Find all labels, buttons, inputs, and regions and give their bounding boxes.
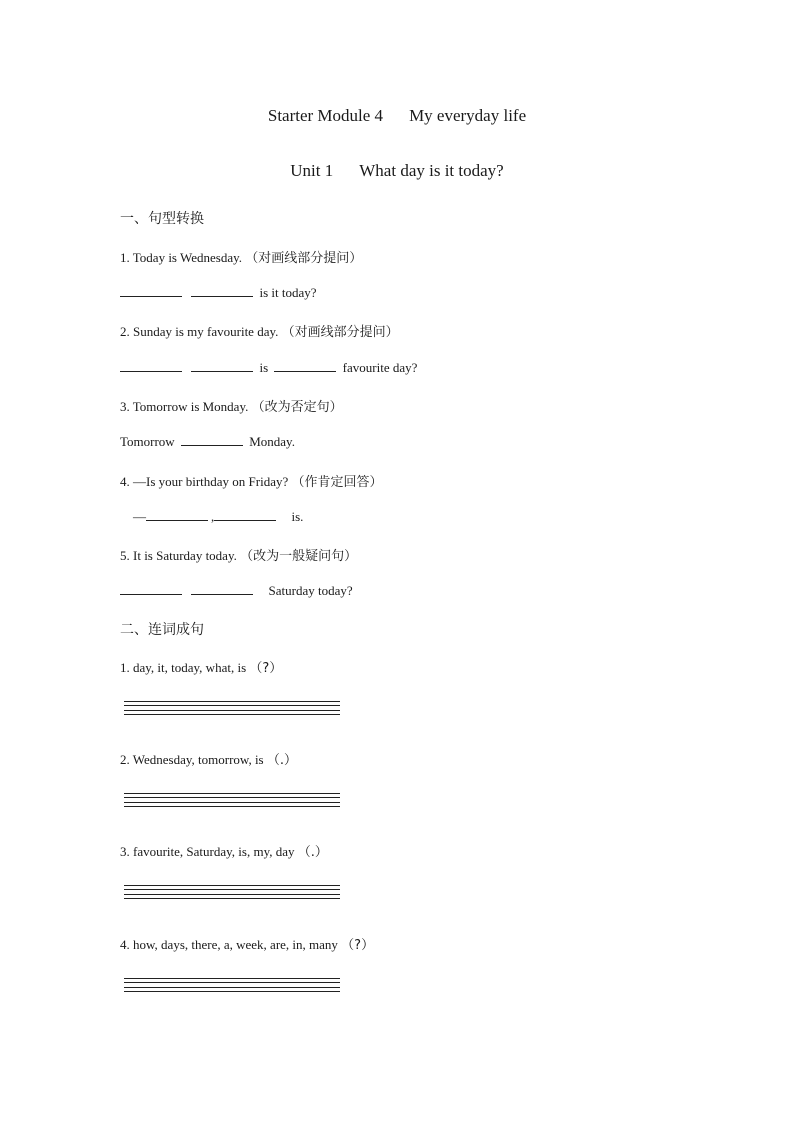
s2-question-3	[120, 841, 328, 860]
s1-q4-text: 4. —Is your birthday on Friday?	[120, 474, 289, 489]
s2-q2-hint: （.）	[266, 753, 298, 768]
module-title	[0, 106, 794, 126]
writing-lines[interactable]	[124, 885, 340, 899]
s2-question-1	[120, 657, 282, 676]
module-title-left: Starter Module 4	[267, 106, 384, 125]
section2-heading: 二、连词成句	[120, 622, 204, 638]
s1-a5-tail: Saturday today?	[268, 583, 353, 598]
s1-q1-hint: （对画线部分提问）	[245, 251, 363, 266]
s1-a4-dash: —	[133, 509, 146, 524]
answer-blank[interactable]	[120, 359, 182, 372]
s1-a4-comma: ,	[211, 509, 215, 524]
s2-q1-text: 1. day, it, today, what, is	[120, 660, 247, 675]
s1-answer-4	[133, 508, 303, 525]
answer-blank[interactable]	[274, 359, 336, 372]
s2-q3-text: 3. favourite, Saturday, is, my, day	[120, 844, 295, 859]
s1-question-1	[120, 247, 362, 266]
s1-q3-text: 3. Tomorrow is Monday.	[120, 399, 249, 414]
answer-blank[interactable]	[214, 508, 276, 521]
s1-q4-hint: （作肯定回答）	[291, 475, 383, 490]
answer-blank[interactable]	[181, 433, 243, 446]
s1-q2-text: 2. Sunday is my favourite day.	[120, 324, 279, 339]
s1-q5-text: 5. It is Saturday today.	[120, 548, 237, 563]
s2-q4-text: 4. how, days, there, a, week, are, in, many	[120, 937, 338, 952]
writing-lines[interactable]	[124, 701, 340, 715]
answer-blank[interactable]	[146, 508, 208, 521]
s1-a2-tail: favourite day?	[342, 360, 418, 375]
s1-a1-tail: is it today?	[259, 285, 317, 300]
s2-q2-text: 2. Wednesday, tomorrow, is	[120, 752, 264, 767]
s1-question-5	[120, 545, 357, 564]
answer-blank[interactable]	[191, 582, 253, 595]
s1-a3-head: Tomorrow	[120, 434, 175, 449]
section1-heading: 一、句型转换	[120, 211, 204, 227]
s1-answer-1	[120, 284, 317, 301]
unit-title-right: What day is it today?	[359, 161, 504, 180]
s2-q1-hint: （?）	[249, 661, 283, 676]
s1-q1-text: 1. Today is Wednesday.	[120, 250, 243, 265]
writing-lines[interactable]	[124, 978, 340, 992]
s1-answer-5	[120, 582, 353, 599]
answer-blank[interactable]	[120, 582, 182, 595]
s1-q5-hint: （改为一般疑问句）	[240, 549, 358, 564]
s1-a4-tail: is.	[291, 509, 304, 524]
s1-answer-3	[120, 433, 295, 450]
answer-blank[interactable]	[120, 284, 182, 297]
s1-a2-mid: is	[259, 360, 269, 375]
writing-lines[interactable]	[124, 793, 340, 807]
s2-question-4	[120, 934, 374, 953]
s2-q4-hint: （?）	[341, 938, 375, 953]
answer-blank[interactable]	[191, 359, 253, 372]
s2-question-2	[120, 749, 297, 768]
s1-question-4	[120, 471, 383, 490]
s1-q3-hint: （改为否定句）	[251, 400, 343, 415]
module-title-right: My everyday life	[409, 106, 527, 125]
s1-q2-hint: （对画线部分提问）	[281, 325, 399, 340]
s1-answer-2	[120, 359, 417, 376]
s2-q3-hint: （.）	[297, 845, 328, 860]
s1-a3-tail: Monday.	[249, 434, 295, 449]
s1-question-2	[120, 321, 399, 340]
answer-blank[interactable]	[191, 284, 253, 297]
unit-title	[0, 161, 794, 181]
unit-title-left: Unit 1	[290, 161, 334, 180]
s1-question-3	[120, 396, 343, 415]
